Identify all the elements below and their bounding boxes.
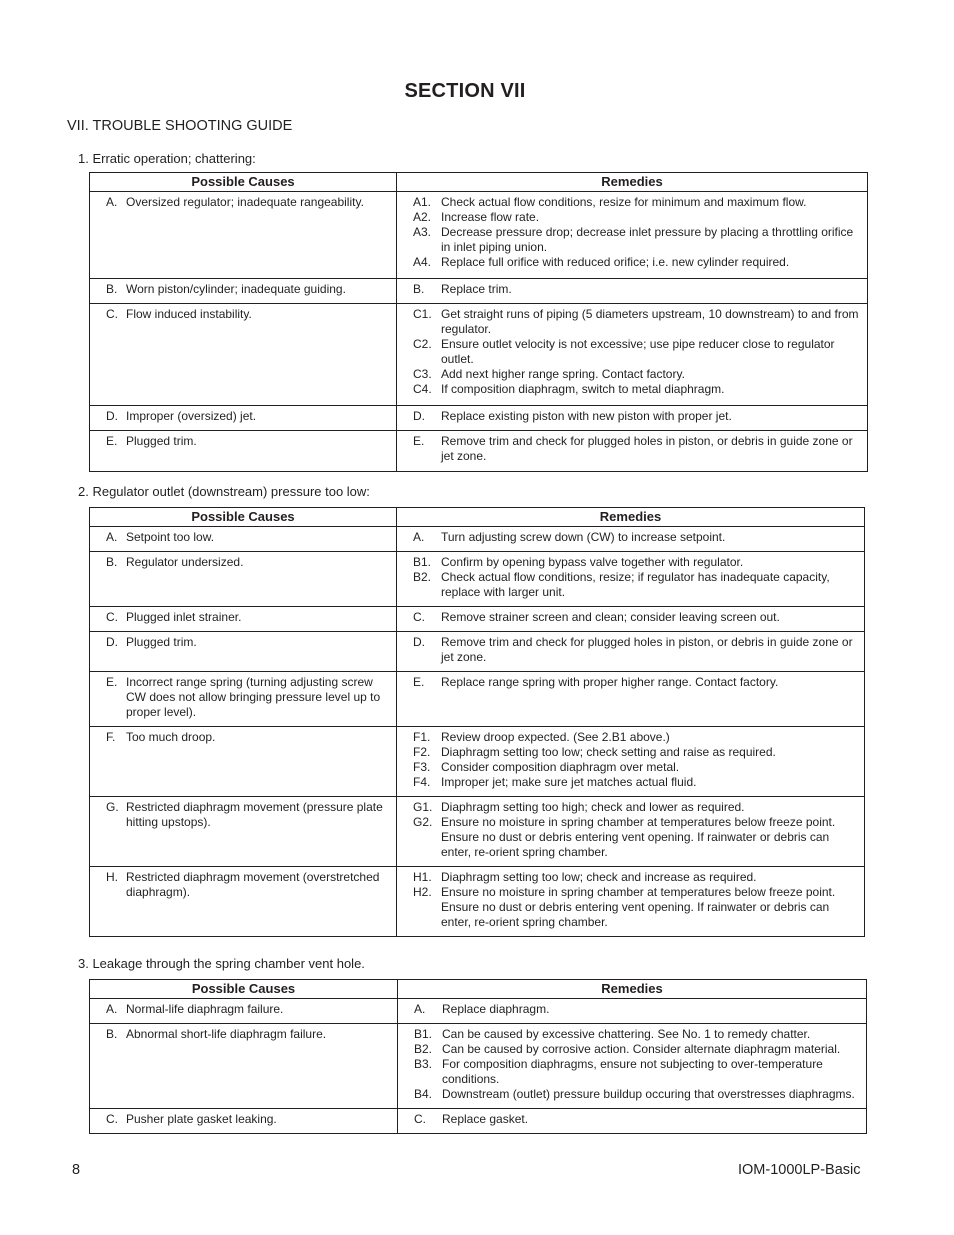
remedy-item	[403, 434, 861, 464]
remedy-item	[403, 555, 858, 570]
remedy-text: Replace range spring with proper higher range. Contact factory.	[441, 675, 779, 689]
table-row	[90, 405, 868, 430]
cause-text: Flow induced instability.	[126, 306, 252, 321]
remedy-item	[403, 760, 858, 775]
trouble-table-1	[89, 172, 868, 472]
causes-column-header: Possible Causes	[90, 508, 397, 527]
cause-code: C.	[106, 306, 118, 321]
cause-item	[96, 635, 390, 650]
remedy-cell	[397, 192, 868, 279]
remedy-code: A2.	[413, 210, 432, 224]
remedy-code: C3.	[413, 366, 432, 381]
remedy-text: If composition diaphragm, switch to metal diaphragm.	[441, 381, 725, 396]
trouble-table-3	[89, 979, 867, 1134]
remedy-code: E.	[413, 434, 425, 449]
remedy-item	[403, 800, 858, 815]
table-row	[90, 797, 865, 867]
remedy-item	[403, 225, 861, 255]
cause-text: Oversized regulator; inadequate rangeability.	[126, 195, 364, 209]
cause-cell	[90, 632, 397, 672]
cause-text: Abnormal short-life diaphragm failure.	[126, 1027, 327, 1041]
cause-code: F.	[106, 730, 116, 744]
remedy-code: A4.	[413, 255, 432, 269]
remedy-text: Ensure no moisture in spring chamber at temperatures below freeze point. Ensure no dust or debris entering vent opening. If rainwater or debris can enter, re-orient spring chamber.	[441, 885, 836, 929]
cause-text: Incorrect range spring (turning adjusting screw CW does not allow bringing pressure level up to proper level).	[126, 675, 381, 719]
remedy-code: D.	[413, 408, 425, 423]
remedy-cell	[397, 797, 865, 867]
remedy-code: B1.	[414, 1027, 433, 1041]
remedy-text: Ensure no moisture in spring chamber at temperatures below freeze point. Ensure no dust or debris entering vent opening. If rainwater or debris can enter, re-orient spring chamber.	[441, 815, 836, 859]
remedy-item	[403, 382, 861, 397]
remedies-column-header: Remedies	[398, 980, 867, 999]
remedy-text: Replace trim.	[441, 281, 512, 296]
remedy-text: Check actual flow conditions, resize for minimum and maximum flow.	[441, 195, 807, 209]
cause-cell	[90, 552, 397, 607]
table-header-row	[90, 980, 867, 999]
table-row	[90, 527, 865, 552]
cause-text: Plugged trim.	[126, 635, 197, 649]
remedy-item	[404, 1042, 860, 1057]
cause-item	[96, 409, 390, 424]
cause-cell	[90, 278, 397, 303]
table-row	[90, 431, 868, 472]
cause-code: A.	[106, 1002, 118, 1016]
remedy-code: B2.	[413, 570, 432, 584]
cause-text: Plugged trim.	[126, 434, 197, 449]
cause-code: B.	[106, 1027, 118, 1041]
group-heading-2: 2. Regulator outlet (downstream) pressure too low:	[78, 484, 370, 499]
remedy-cell	[397, 552, 865, 607]
remedy-cell	[397, 278, 868, 303]
group-heading-1: 1. Erratic operation; chattering:	[78, 151, 256, 166]
cause-text: Restricted diaphragm movement (pressure plate hitting upstops).	[126, 800, 383, 829]
remedy-code: C2.	[413, 336, 432, 351]
cause-code: G.	[106, 800, 119, 814]
remedy-code: H1.	[413, 870, 432, 884]
cause-cell	[90, 797, 397, 867]
cause-text: Pusher plate gasket leaking.	[126, 1112, 277, 1126]
cause-item	[96, 870, 390, 900]
remedy-code: A.	[413, 530, 425, 544]
remedy-item	[403, 530, 858, 545]
table-row	[90, 607, 865, 632]
remedy-item	[403, 210, 861, 225]
cause-cell	[90, 1024, 398, 1109]
cause-item	[96, 610, 390, 625]
remedy-item	[403, 885, 858, 930]
remedy-cell	[398, 999, 867, 1024]
table-header-row	[90, 508, 865, 527]
remedy-item	[403, 337, 861, 367]
cause-text: Normal-life diaphragm failure.	[126, 1002, 284, 1016]
section-heading: VII. TROUBLE SHOOTING GUIDE	[67, 118, 293, 134]
cause-code: C.	[106, 610, 118, 624]
cause-item	[96, 434, 390, 449]
remedy-text: Improper jet; make sure jet matches actual fluid.	[441, 775, 697, 789]
remedy-code: E.	[413, 675, 425, 689]
remedy-item	[403, 195, 861, 210]
cause-cell	[90, 192, 397, 279]
remedy-code: B3.	[414, 1057, 433, 1071]
remedy-code: B4.	[414, 1087, 433, 1101]
table-row	[90, 867, 865, 937]
group-heading-3: 3. Leakage through the spring chamber vent hole.	[78, 956, 365, 971]
cause-item	[96, 1027, 391, 1042]
table-row	[90, 278, 868, 303]
remedy-text: Can be caused by corrosive action. Consider alternate diaphragm material.	[442, 1042, 841, 1056]
remedy-code: G2.	[413, 815, 433, 829]
remedy-item	[403, 775, 858, 790]
remedy-code: G1.	[413, 800, 433, 814]
remedy-code: B1.	[413, 555, 432, 569]
remedy-text: Ensure outlet velocity is not excessive; use pipe reducer close to regulator outlet.	[441, 336, 835, 366]
remedy-text: Can be caused by excessive chattering. See No. 1 to remedy chatter.	[442, 1027, 811, 1041]
remedy-text: Replace full orifice with reduced orifice; i.e. new cylinder required.	[441, 255, 790, 269]
cause-code: B.	[106, 555, 118, 569]
remedy-cell	[397, 727, 865, 797]
table-header-row	[90, 173, 868, 192]
cause-cell	[90, 431, 397, 472]
remedy-item	[404, 1087, 860, 1102]
cause-code: E.	[106, 675, 118, 689]
remedy-code: C1.	[413, 306, 432, 321]
remedy-cell	[397, 607, 865, 632]
document-id: IOM-1000LP-Basic	[738, 1162, 861, 1178]
causes-column-header: Possible Causes	[90, 173, 397, 192]
table-row	[90, 727, 865, 797]
remedy-text: Replace gasket.	[442, 1112, 529, 1126]
remedy-item	[403, 255, 861, 270]
page-title: SECTION VII	[404, 80, 526, 102]
cause-text: Improper (oversized) jet.	[126, 408, 257, 423]
cause-code: B.	[106, 281, 118, 296]
remedy-item	[404, 1002, 860, 1017]
cause-cell	[90, 727, 397, 797]
remedy-text: Decrease pressure drop; decrease inlet pressure by placing a throttling orifice in inlet piping union.	[441, 225, 854, 254]
remedy-code: F4.	[413, 775, 431, 789]
remedy-text: Remove trim and check for plugged holes in piston, or debris in guide zone or jet zone.	[441, 635, 853, 664]
remedy-text: For composition diaphragms, ensure not subjecting to over-temperature conditions.	[442, 1057, 823, 1086]
remedy-item	[403, 675, 858, 690]
remedy-cell	[397, 632, 865, 672]
table-row	[90, 672, 865, 727]
remedy-code: F3.	[413, 760, 431, 774]
remedy-text: Replace diaphragm.	[442, 1002, 550, 1016]
remedy-text: Replace existing piston with new piston with proper jet.	[441, 408, 732, 423]
table-row	[90, 1109, 867, 1134]
table-row	[90, 192, 868, 279]
cause-item	[96, 675, 390, 720]
remedy-item	[403, 635, 858, 665]
cause-code: A.	[106, 530, 118, 544]
cause-text: Too much droop.	[126, 730, 216, 744]
remedy-cell	[397, 303, 868, 405]
cause-code: D.	[106, 408, 118, 423]
cause-cell	[90, 527, 397, 552]
remedy-item	[403, 409, 861, 424]
cause-cell	[90, 607, 397, 632]
cause-text: Restricted diaphragm movement (overstretched diaphragm).	[126, 870, 380, 899]
remedy-code: A.	[414, 1002, 426, 1016]
page-number: 8	[72, 1162, 81, 1178]
remedy-item	[404, 1027, 860, 1042]
remedies-column-header: Remedies	[397, 508, 865, 527]
cause-cell	[90, 1109, 398, 1134]
cause-text: Plugged inlet strainer.	[126, 610, 242, 624]
cause-item	[96, 1112, 391, 1127]
remedies-column-header: Remedies	[397, 173, 868, 192]
remedy-cell	[397, 527, 865, 552]
cause-text: Worn piston/cylinder; inadequate guiding.	[126, 281, 346, 296]
remedy-code: F1.	[413, 730, 431, 744]
remedy-text: Add next higher range spring. Contact factory.	[441, 366, 685, 381]
remedy-text: Downstream (outlet) pressure buildup occuring that overstresses diaphragms.	[442, 1087, 855, 1101]
remedy-cell	[397, 672, 865, 727]
cause-code: D.	[106, 635, 118, 649]
cause-item	[96, 800, 390, 830]
cause-cell	[90, 867, 397, 937]
remedy-code: F2.	[413, 745, 431, 759]
remedy-item	[403, 815, 858, 860]
remedy-cell	[398, 1024, 867, 1109]
cause-code: E.	[106, 434, 118, 449]
remedy-item	[404, 1057, 860, 1087]
cause-item	[96, 555, 390, 570]
remedy-code: C4.	[413, 381, 432, 396]
remedy-text: Check actual flow conditions, resize; if regulator has inadequate capacity, replace with larger unit.	[441, 570, 830, 599]
remedy-item	[403, 367, 861, 382]
cause-cell	[90, 405, 397, 430]
cause-item	[96, 530, 390, 545]
remedy-text: Get straight runs of piping (5 diameters upstream, 10 downstream) to and from regulator.	[441, 306, 859, 336]
cause-item	[96, 195, 390, 210]
causes-column-header: Possible Causes	[90, 980, 398, 999]
cause-code: C.	[106, 1112, 118, 1126]
table-row	[90, 303, 868, 405]
cause-code: H.	[106, 870, 118, 884]
table-row	[90, 632, 865, 672]
cause-cell	[90, 303, 397, 405]
cause-cell	[90, 672, 397, 727]
remedy-cell	[397, 405, 868, 430]
table-row	[90, 552, 865, 607]
remedy-cell	[397, 867, 865, 937]
cause-text: Setpoint too low.	[126, 530, 215, 544]
remedy-text: Confirm by opening bypass valve together with regulator.	[441, 555, 744, 569]
remedy-item	[403, 730, 858, 745]
table-row	[90, 999, 867, 1024]
remedy-text: Increase flow rate.	[441, 210, 540, 224]
remedy-code: B2.	[414, 1042, 433, 1056]
remedy-text: Diaphragm setting too low; check setting and raise as required.	[441, 745, 776, 759]
cause-item	[96, 282, 390, 297]
cause-cell	[90, 999, 398, 1024]
remedy-text: Remove trim and check for plugged holes in piston, or debris in guide zone or jet zone.	[441, 434, 853, 464]
remedy-item	[403, 570, 858, 600]
remedy-code: B.	[413, 281, 425, 296]
remedy-text: Consider composition diaphragm over metal.	[441, 760, 680, 774]
remedy-item	[403, 745, 858, 760]
cause-item	[96, 1002, 391, 1017]
remedy-cell	[397, 431, 868, 472]
trouble-table-2	[89, 507, 865, 937]
remedy-item	[404, 1112, 860, 1127]
remedy-code: C.	[414, 1112, 426, 1126]
remedy-item	[403, 307, 861, 337]
remedy-code: A3.	[413, 225, 432, 239]
remedy-text: Remove strainer screen and clean; consider leaving screen out.	[441, 610, 780, 624]
remedy-text: Diaphragm setting too high; check and lower as required.	[441, 800, 745, 814]
remedy-code: H2.	[413, 885, 432, 899]
remedy-item	[403, 870, 858, 885]
remedy-item	[403, 282, 861, 297]
cause-item	[96, 730, 390, 745]
remedy-code: D.	[413, 635, 425, 649]
cause-code: A.	[106, 195, 118, 209]
remedy-text: Review droop expected. (See 2.B1 above.)	[441, 730, 670, 744]
cause-text: Regulator undersized.	[126, 555, 244, 569]
table-row	[90, 1024, 867, 1109]
remedy-cell	[398, 1109, 867, 1134]
remedy-text: Diaphragm setting too low; check and increase as required.	[441, 870, 757, 884]
remedy-code: C.	[413, 610, 425, 624]
remedy-code: A1.	[413, 195, 432, 209]
remedy-text: Turn adjusting screw down (CW) to increase setpoint.	[441, 530, 726, 544]
cause-item	[96, 307, 390, 322]
remedy-item	[403, 610, 858, 625]
